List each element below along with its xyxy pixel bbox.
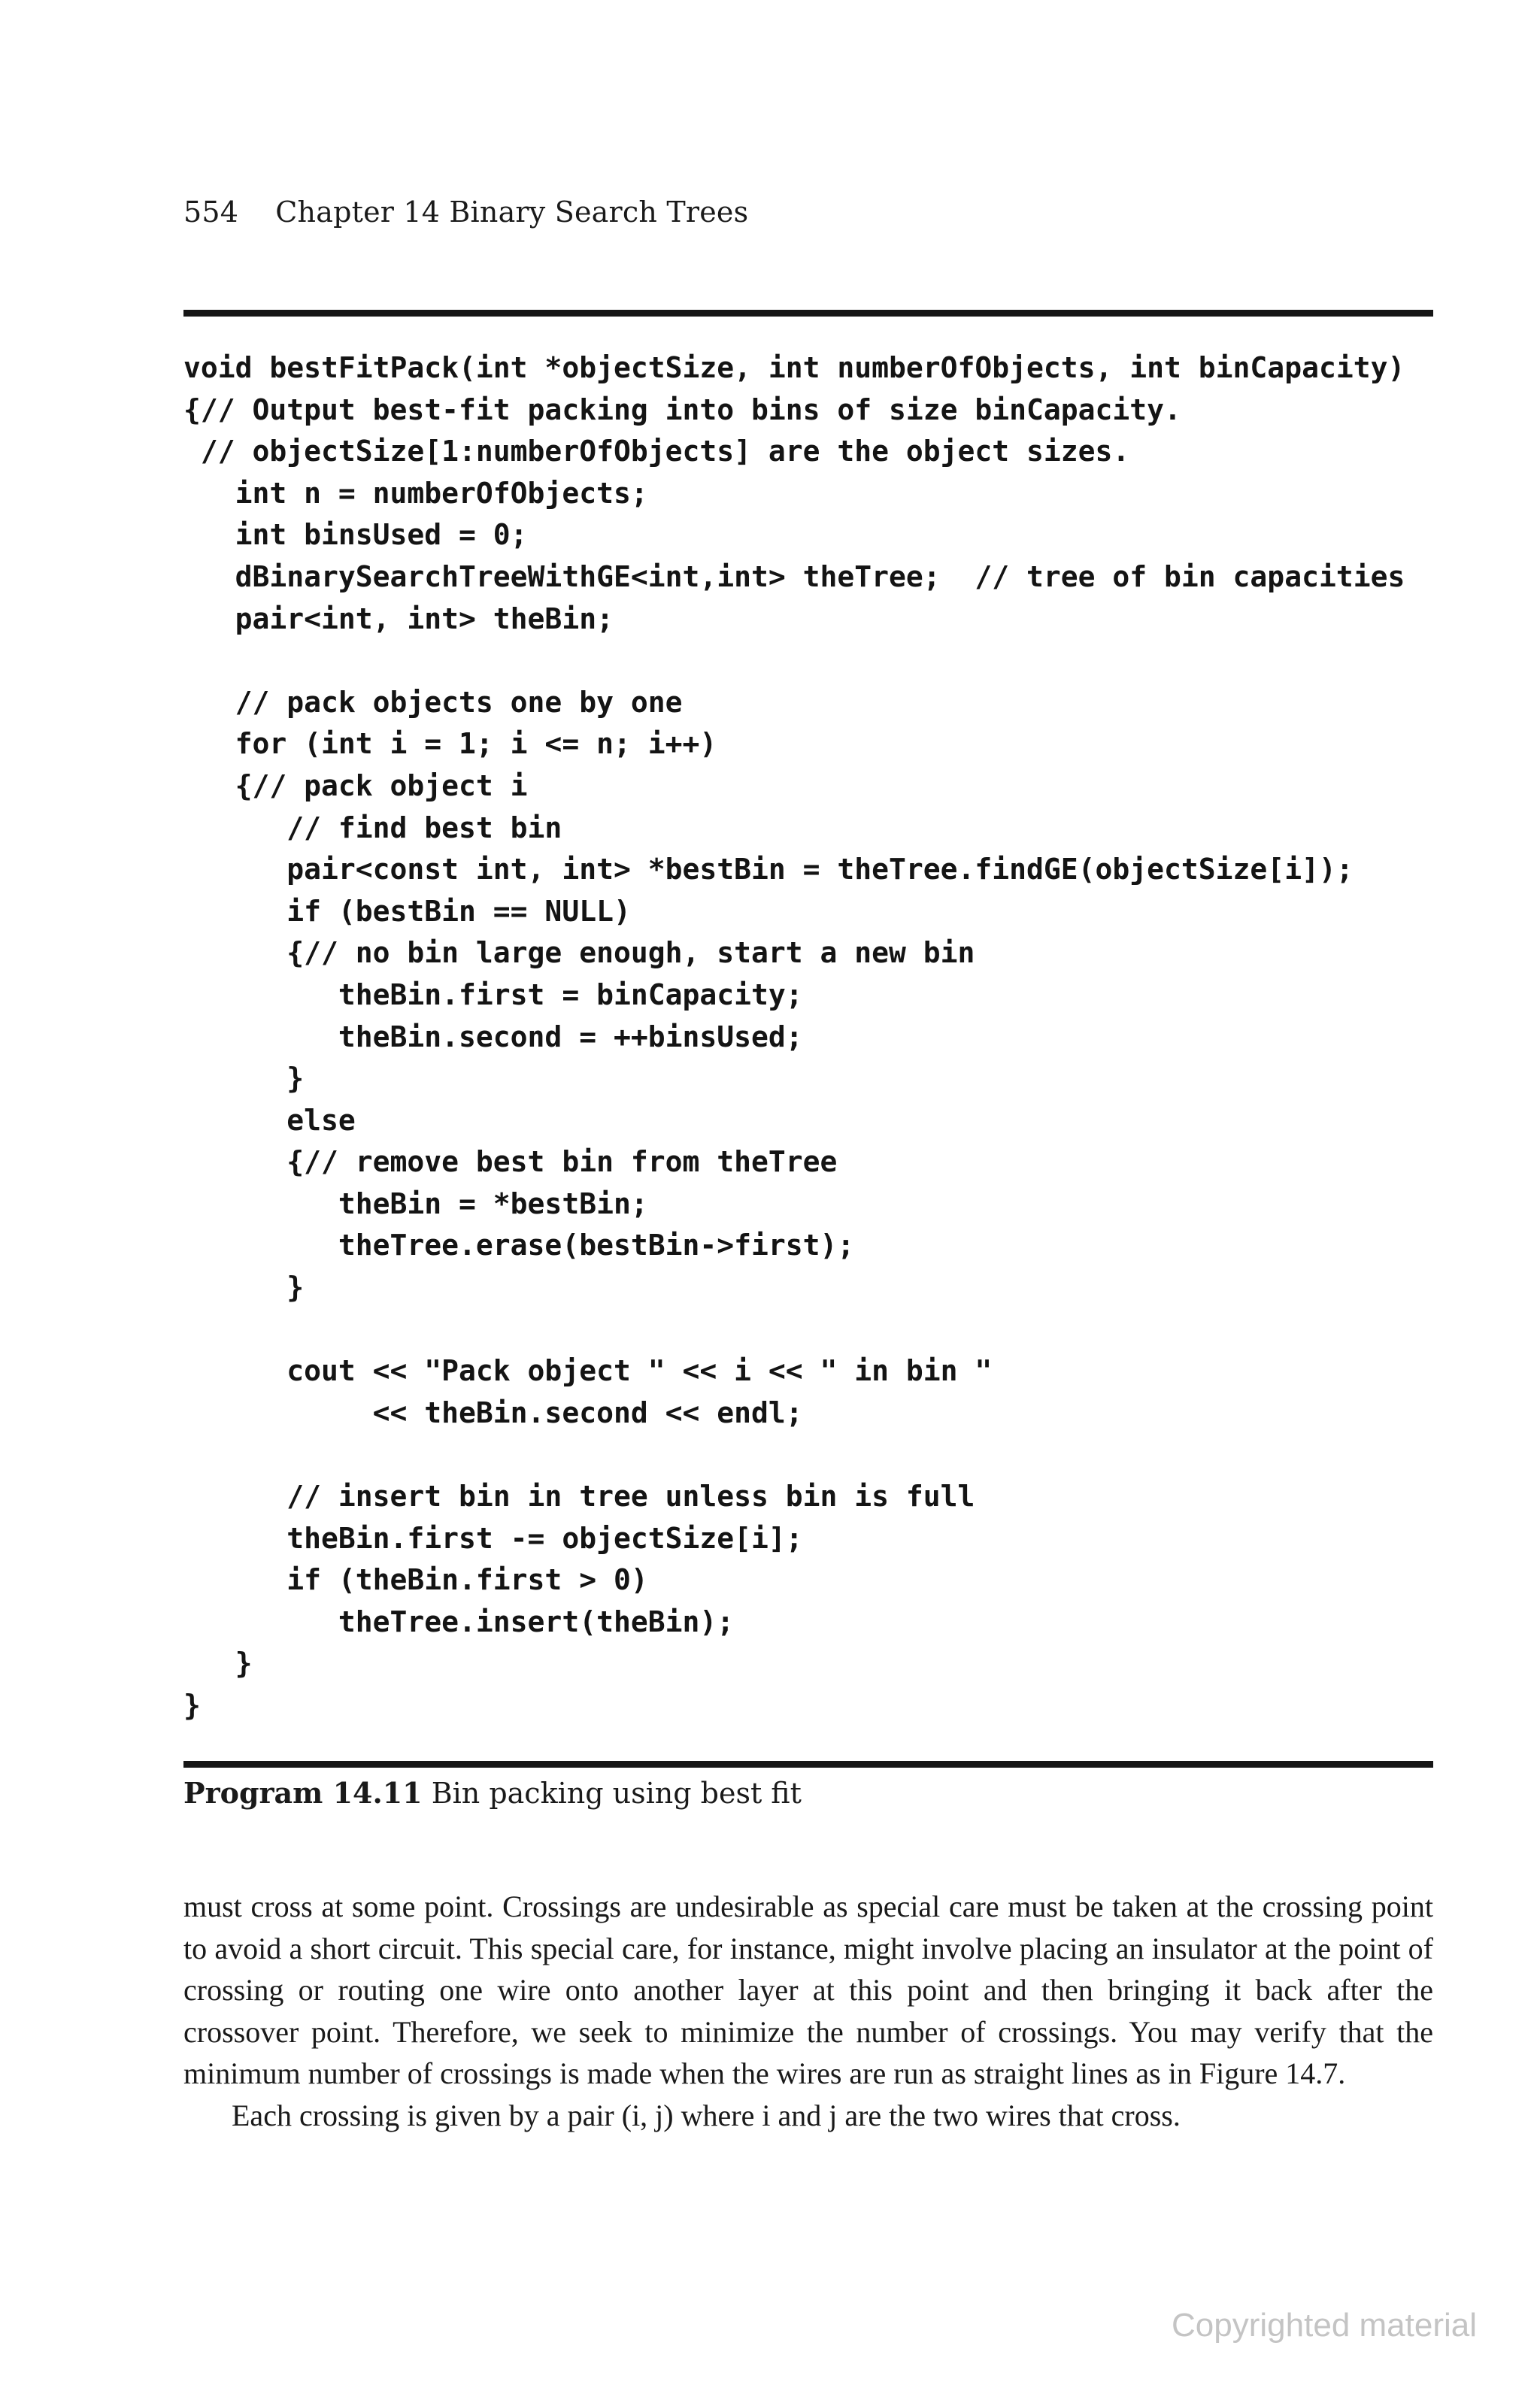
body-paragraph-1: must cross at some point. Crossings are undesirable as special care must be taken at the crossing point to avoid a short circuit. This special care, for instance, might involve placing an insulator at the point of crossing or routing one wire onto another layer at this point and then bringing it back after the crossover point. Therefore, we seek to minimize the number of crossings. You may verify that the minimum number of crossings is made when the wires are run as straight lines as in Figure 14.7. (183, 1889, 1433, 2090)
code-line: pair<const int, int> *bestBin = theTree.findGE(objectSize[i]); (183, 853, 1354, 886)
code-line: {// remove best bin from theTree (183, 1145, 838, 1179)
code-line: // find best bin (183, 811, 562, 844)
code-line: theBin.first = binCapacity; (183, 977, 803, 1011)
code-line: // insert bin in tree unless bin is full (183, 1480, 975, 1514)
code-line: dBinarySearchTreeWithGE<int,int> theTree; // tree of bin capacities (183, 559, 1405, 593)
code-line: {// Output best-fit packing into bins of size binCapacity. (183, 392, 1181, 426)
code-line: for (int i = 1; i <= n; i++) (183, 727, 717, 761)
running-head (183, 195, 748, 229)
code-line (183, 640, 1405, 682)
code-line: {// pack object i (183, 768, 528, 802)
program-bottom-rule (183, 1761, 1433, 1768)
code-line: int binsUsed = 0; (183, 518, 528, 552)
copyright-watermark: Copyrighted material (1172, 2307, 1477, 2344)
program-top-rule (183, 310, 1433, 317)
program-caption (183, 1776, 802, 1810)
code-line: } (183, 1271, 305, 1305)
code-line: // pack objects one by one (183, 685, 683, 719)
code-line: if (theBin.first > 0) (183, 1563, 648, 1597)
code-line: // objectSize[1:numberOfObjects] are the object sizes. (183, 435, 1130, 468)
body-text (183, 1886, 1433, 2136)
code-line (183, 1434, 1405, 1476)
code-line: cout << "Pack object " << i << " in bin " (183, 1354, 993, 1388)
code-line: void bestFitPack(int *objectSize, int numberOfObjects, int binCapacity) (183, 351, 1405, 384)
code-line: << theBin.second << endl; (183, 1395, 803, 1429)
code-line: theBin.first -= objectSize[i]; (183, 1521, 803, 1555)
code-line: int n = numberOfObjects; (183, 476, 648, 510)
code-line: else (183, 1103, 356, 1137)
code-line: {// no bin large enough, start a new bin (183, 936, 975, 970)
caption-text: Bin packing using best fit (431, 1777, 802, 1810)
code-line: if (bestBin == NULL) (183, 894, 631, 928)
code-line: theTree.erase(bestBin->first); (183, 1229, 855, 1262)
code-line: } (183, 1647, 253, 1680)
page-number: 554 (183, 195, 239, 229)
chapter-title: Chapter 14 Binary Search Trees (275, 195, 749, 229)
code-line: theBin.second = ++binsUsed; (183, 1020, 803, 1053)
body-paragraph-2: Each crossing is given by a pair (i, j) where i and j are the two wires that cross. (232, 2098, 1181, 2132)
code-line: theTree.insert(theBin); (183, 1605, 735, 1638)
code-line: } (183, 1689, 201, 1722)
code-line: theBin = *bestBin; (183, 1186, 648, 1220)
caption-label: Program 14.11 (183, 1776, 423, 1810)
code-line: } (183, 1062, 305, 1095)
code-line: pair<int, int> theBin; (183, 602, 614, 635)
code-line (183, 1309, 1405, 1351)
program-listing (183, 347, 1405, 1727)
